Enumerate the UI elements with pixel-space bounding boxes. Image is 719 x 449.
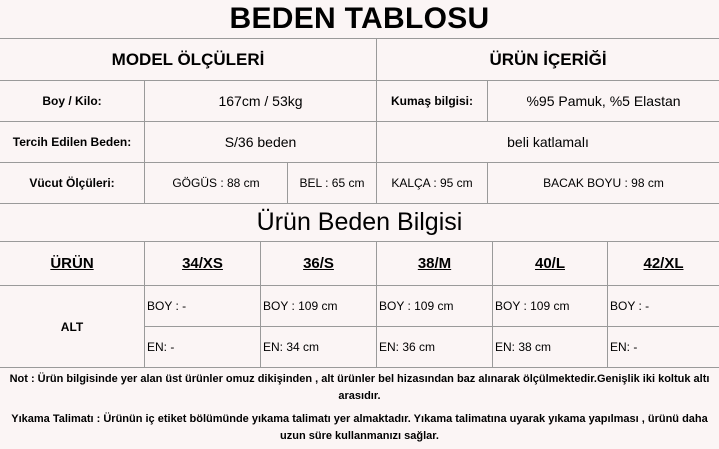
boy-row <box>145 286 719 327</box>
boy-xs: BOY : - <box>145 286 261 326</box>
section-header-row <box>0 39 719 81</box>
boy-m: BOY : 109 cm <box>377 286 493 326</box>
washing-instructions: Yıkama Talimatı : Ürünün iç etiket bölümünde yıkama talimatı yer almaktadır. Yıkama talimatına uyarak yıkama yapılması , ürünü daha uzun süre kullanmanızı sağlar. <box>11 413 708 442</box>
preferred-size-label: Tercih Edilen Beden: <box>0 122 145 162</box>
en-s: EN: 34 cm <box>261 327 377 367</box>
height-weight-label: Boy / Kilo: <box>0 81 145 121</box>
boy-l: BOY : 109 cm <box>493 286 608 326</box>
height-weight-value: 167cm / 53kg <box>145 81 377 121</box>
size-info-title: Ürün Beden Bilgisi <box>0 204 719 242</box>
en-l: EN: 38 cm <box>493 327 608 367</box>
body-measurements-label: Vücut Ölçüleri: <box>0 163 145 203</box>
height-weight-row <box>0 81 719 122</box>
fabric-value: %95 Pamuk, %5 Elastan <box>526 93 681 109</box>
size-header-xl: 42/XL <box>643 255 684 272</box>
size-header-row <box>0 242 719 286</box>
measurement-note: Not : Ürün bilgisinde yer alan üst ürünler omuz dikişinden , alt ürünler bel hizasından baz alınarak ölçülmektedir.Genişlik iki koltuk altı arasıdır. <box>9 373 710 402</box>
en-m: EN: 36 cm <box>377 327 493 367</box>
boy-s: BOY : 109 cm <box>261 286 377 326</box>
en-row <box>145 327 719 368</box>
model-measurements-header: MODEL ÖLÇÜLERİ <box>0 39 377 80</box>
boy-xl: BOY : - <box>610 299 650 313</box>
preferred-size-row <box>0 122 719 163</box>
size-header-xs: 34/XS <box>145 242 261 285</box>
size-header-m: 38/M <box>377 242 493 285</box>
preferred-size-value: S/36 beden <box>145 122 377 162</box>
waist-fold-note: beli katlamalı <box>507 134 589 150</box>
fabric-label: Kumaş bilgisi: <box>377 81 488 121</box>
leg-length-measurement: BACAK BOYU : 98 cm <box>543 176 664 190</box>
size-header-s: 36/S <box>261 242 377 285</box>
chest-measurement: GÖGÜS : 88 cm <box>145 163 288 203</box>
size-header-l: 40/L <box>493 242 608 285</box>
bottom-wear-label: ALT <box>0 286 145 368</box>
product-column-header: ÜRÜN <box>0 242 145 285</box>
waist-measurement: BEL : 65 cm <box>288 163 377 203</box>
en-xs: EN: - <box>145 327 261 367</box>
en-xl: EN: - <box>610 340 638 354</box>
body-measurements-row <box>0 163 719 204</box>
hip-measurement: KALÇA : 95 cm <box>377 163 488 203</box>
page-title: BEDEN TABLOSU <box>0 0 719 39</box>
product-content-header: ÜRÜN İÇERİĞİ <box>489 49 607 69</box>
